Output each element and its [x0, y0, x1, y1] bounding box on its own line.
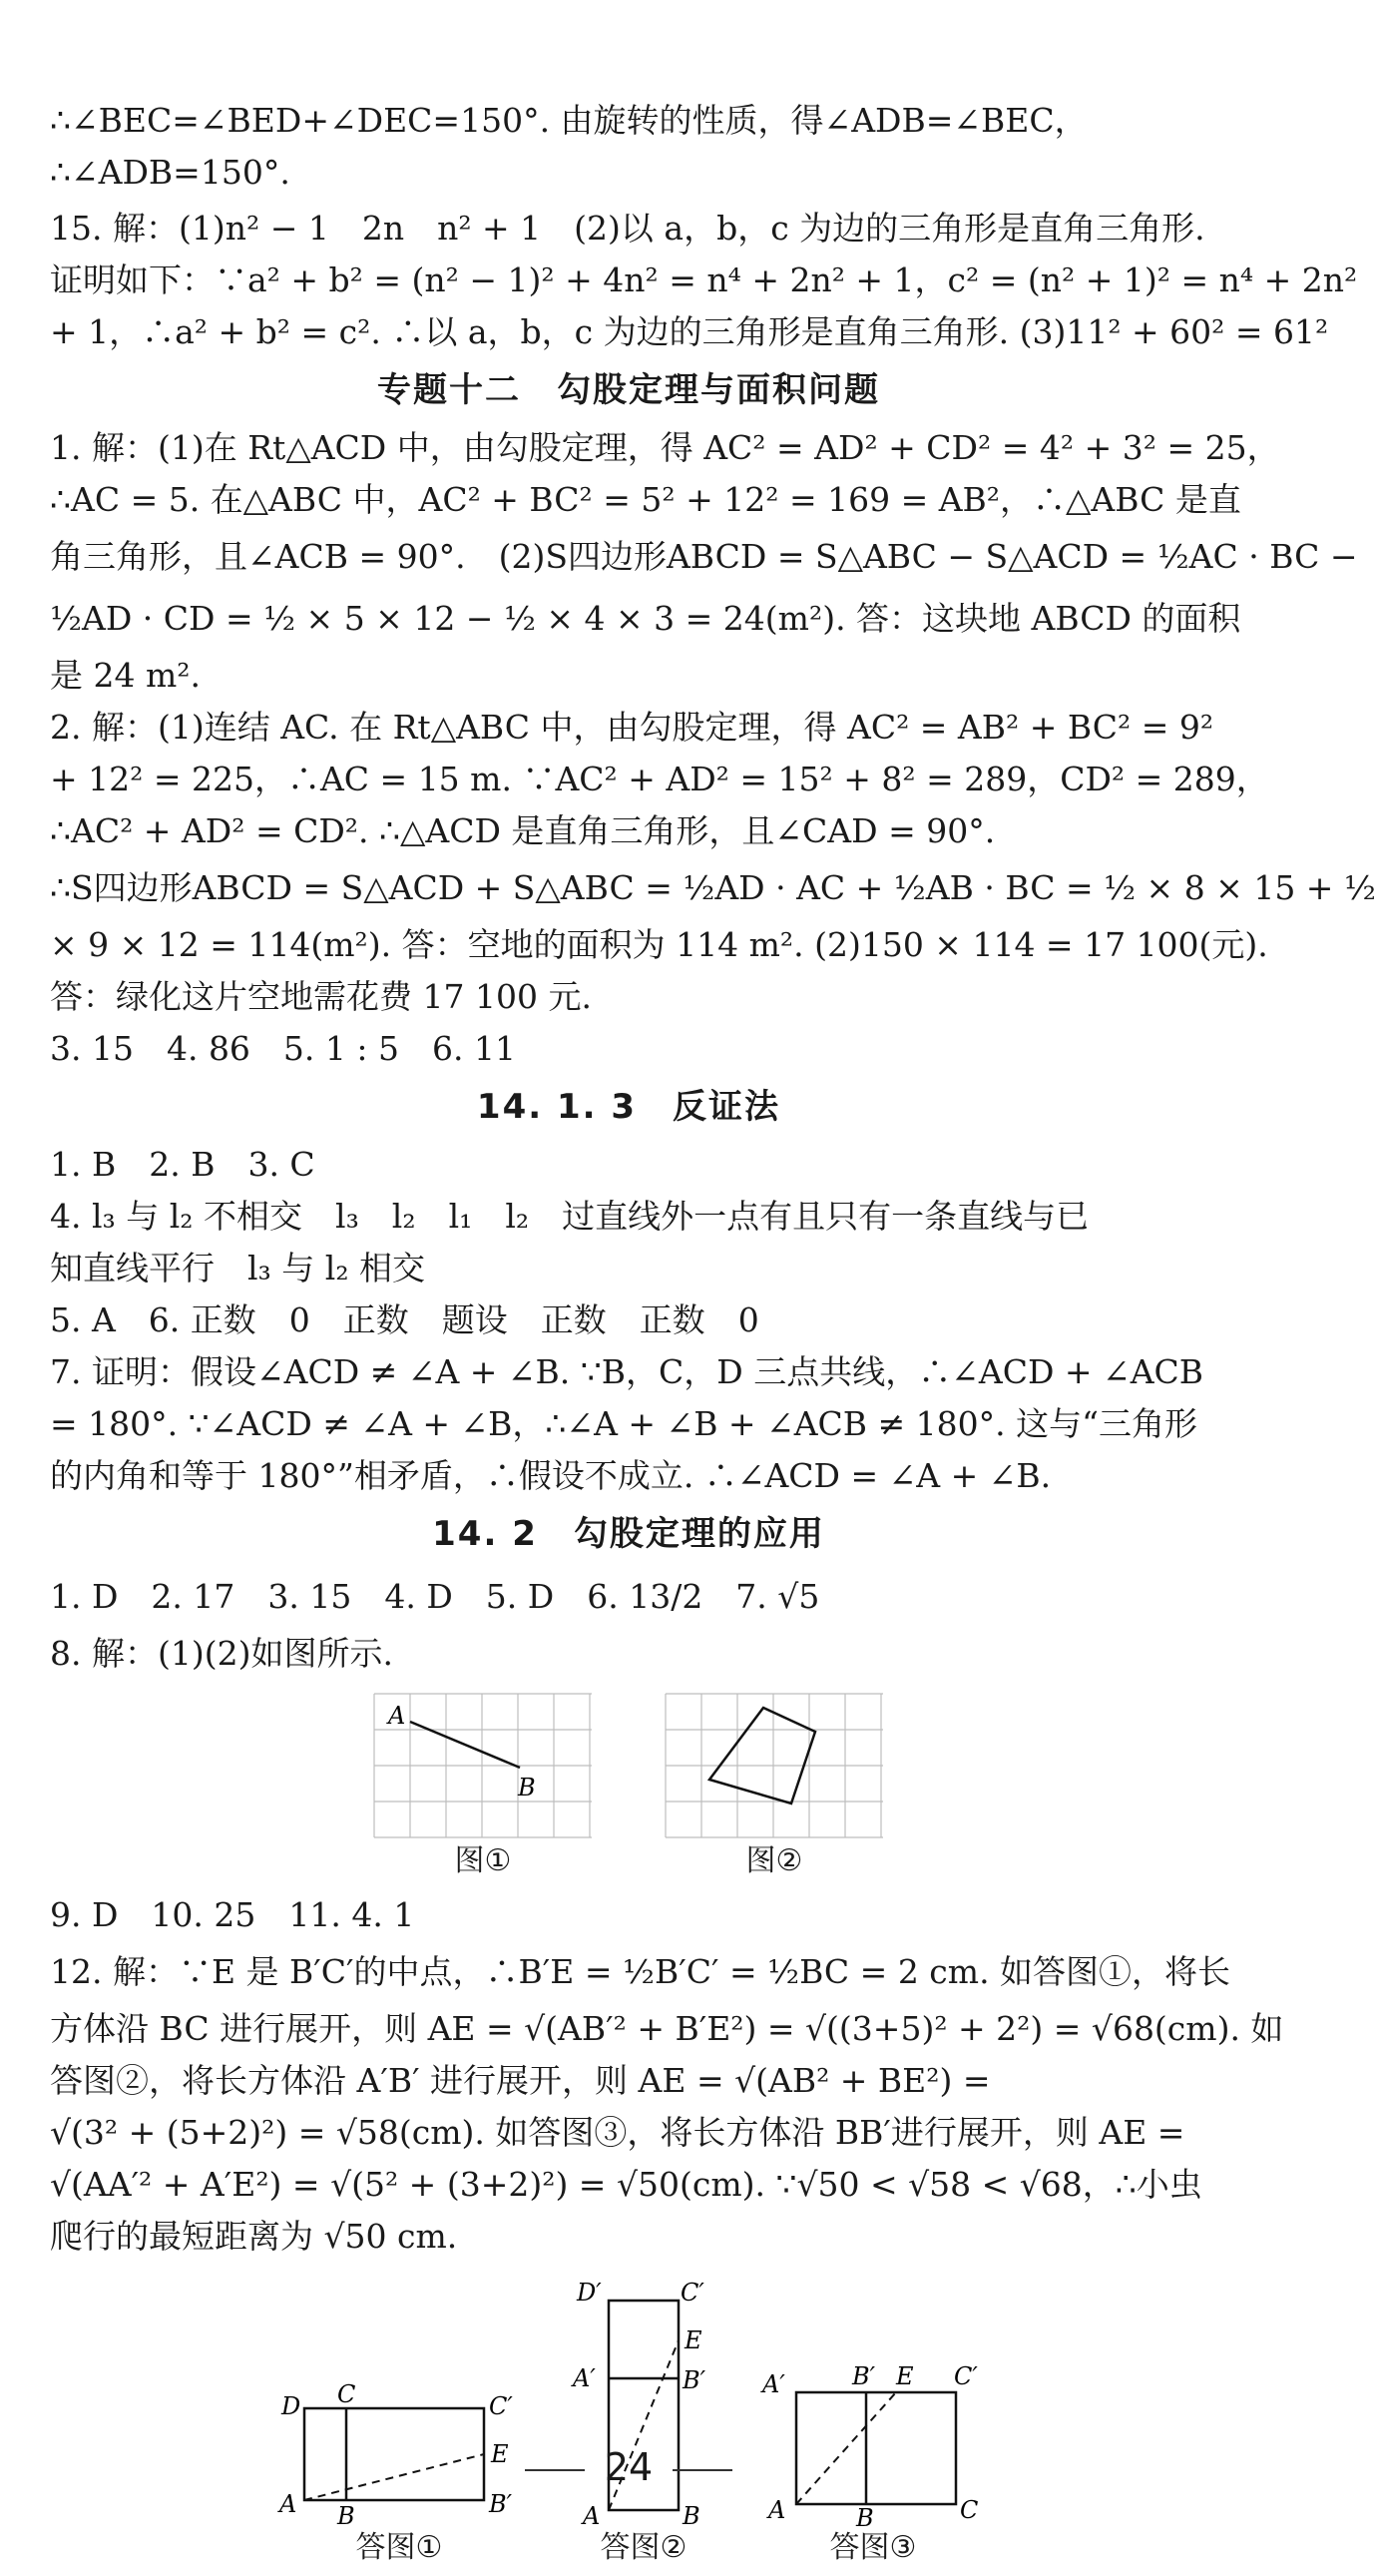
text-line: ∴∠ADB=150°.: [50, 153, 290, 192]
section-title-14-2: 14. 2 勾股定理的应用: [432, 1514, 825, 1554]
text-line: 答：绿化这片空地需花费 17 100 元.: [50, 977, 592, 1016]
label-e: E: [491, 2440, 509, 2468]
text-line: 5. A 6. 正数 0 正数 题设 正数 正数 0: [50, 1300, 759, 1339]
text-line: ∴S四边形ABCD = S△ACD + S△ABC = ½AD · AC + ½AB · BC = ½ × 8 × 15 + ½: [50, 868, 1376, 907]
grid-figure-1: [372, 1692, 594, 1841]
square-shape: [709, 1708, 815, 1803]
text-line: 爬行的最短距离为 √50 cm.: [50, 2217, 458, 2256]
label-b-prime: B′: [489, 2490, 513, 2518]
text-line: 12. 解：∵E 是 B′C′的中点，∴B′E = ½B′C′ = ½BC = 2 cm. 如答图①，将长: [50, 1952, 1231, 1991]
answer-figure-3-caption: 答图③: [829, 2530, 917, 2565]
text-line: 1. D 2. 17 3. 15 4. D 5. D 6. 13/2 7. √5: [50, 1577, 820, 1616]
answer-figure-2: [569, 2279, 718, 2568]
text-line: ½AD · CD = ½ × 5 × 12 − ½ × 4 × 3 = 24(m²). 答：这块地 ABCD 的面积: [50, 599, 1241, 638]
answer-diagram-2: [569, 2279, 718, 2528]
page-number-dash-left: [525, 2469, 585, 2471]
label-d-prime: D′: [577, 2279, 602, 2307]
label-b-prime: B′: [852, 2362, 876, 2390]
text-line: 7. 证明：假设∠ACD ≠ ∠A + ∠B. ∵B，C，D 三点共线，∴∠ACD + ∠ACB: [50, 1352, 1204, 1391]
text-line: 的内角和等于 180°”相矛盾，∴假设不成立. ∴∠ACD = ∠A + ∠B.: [50, 1456, 1052, 1495]
label-b: B: [683, 2502, 700, 2530]
label-a-prime: A′: [573, 2364, 596, 2392]
text-line: 1. B 2. B 3. C: [50, 1145, 315, 1184]
page-number-dash-right: [673, 2469, 732, 2471]
text-line: ∴AC = 5. 在△ABC 中，AC² + BC² = 5² + 12² = 169 = AB²，∴△ABC 是直: [50, 480, 1241, 519]
label-a: A: [279, 2490, 297, 2518]
figure-2-caption: 图②: [745, 1843, 803, 1878]
text-line: + 12² = 225，∴AC = 15 m. ∵AC² + AD² = 15² + 8² = 289，CD² = 289，: [50, 760, 1269, 798]
label-b: B: [856, 2504, 874, 2532]
point-b-label: B: [518, 1774, 536, 1802]
section-title-12: 专题十二 勾股定理与面积问题: [377, 370, 880, 410]
point-a-label: A: [388, 1702, 406, 1730]
page-number-value: 24: [604, 2445, 654, 2489]
answer-figures: [50, 2279, 1207, 2568]
label-a: A: [768, 2496, 786, 2524]
text-line: 9. D 10. 25 11. 4. 1: [50, 1895, 415, 1934]
page-number: [0, 2445, 1257, 2489]
text-line: ∴AC² + AD² = CD². ∴△ACD 是直角三角形，且∠CAD = 90°.: [50, 811, 996, 850]
text-line: 方体沿 BC 进行展开，则 AE = √(AB′² + B′E²) = √((3+5)² + 2²) = √68(cm). 如: [50, 2009, 1284, 2048]
grid-figure-2: [664, 1692, 885, 1841]
figure-1: [372, 1692, 594, 1881]
text-line: 是 24 m².: [50, 656, 201, 695]
text-line: 角三角形，且∠ACB = 90°. (2)S四边形ABCD = S△ABC − S△ACD = ½AC · BC −: [50, 537, 1358, 576]
text-line: 知直线平行 l₃ 与 l₂ 相交: [50, 1249, 426, 1288]
label-b: B: [337, 2502, 355, 2530]
label-c-prime: C′: [681, 2279, 704, 2307]
figure-1-caption: 图①: [454, 1843, 512, 1878]
answer-figure-1-caption: 答图①: [355, 2530, 443, 2565]
answer-page: [50, 95, 1376, 2576]
segment-ab: [410, 1722, 520, 1768]
text-line: 3. 15 4. 86 5. 1 : 5 6. 11: [50, 1029, 516, 1068]
label-b-prime: B′: [683, 2366, 706, 2394]
label-c-prime: C′: [954, 2362, 978, 2390]
label-c: C: [337, 2380, 356, 2408]
text-line: 15. 解：(1)n² − 1 2n n² + 1 (2)以 a，b，c 为边的三角形是直角三角形.: [50, 209, 1205, 248]
text-line: + 1，∴a² + b² = c². ∴以 a，b，c 为边的三角形是直角三角形. (3)11² + 60² = 61²: [50, 312, 1329, 351]
text-line: 8. 解：(1)(2)如图所示.: [50, 1634, 393, 1673]
label-e: E: [685, 2326, 702, 2354]
answer-diagram-3: [758, 2358, 988, 2532]
label-e: E: [896, 2362, 914, 2390]
label-c-prime: C′: [489, 2392, 513, 2420]
text-line: 2. 解：(1)连结 AC. 在 Rt△ABC 中，由勾股定理，得 AC² = AB² + BC² = 9²: [50, 708, 1214, 747]
text-line: 答图②，将长方体沿 A′B′ 进行展开，则 AE = √(AB² + BE²) =: [50, 2061, 991, 2100]
text-line: 证明如下：∵a² + b² = (n² − 1)² + 4n² = n⁴ + 2n² + 1，c² = (n² + 1)² = n⁴ + 2n²: [50, 260, 1358, 299]
answer-figure-2-caption: 答图②: [600, 2530, 688, 2565]
text-line: ∴∠BEC=∠BED+∠DEC=150°. 由旋转的性质，得∠ADB=∠BEC，: [50, 101, 1088, 140]
text-line: √(AA′² + A′E²) = √(5² + (3+2)²) = √50(cm). ∵√50 < √58 < √68，∴小虫: [50, 2165, 1202, 2204]
label-a: A: [583, 2502, 601, 2530]
label-c: C: [960, 2496, 979, 2524]
text-line: 4. l₃ 与 l₂ 不相交 l₃ l₂ l₁ l₂ 过直线外一点有且只有一条直线与已: [50, 1197, 1090, 1236]
label-a-prime: A′: [762, 2370, 785, 2398]
text-line: × 9 × 12 = 114(m²). 答：空地的面积为 114 m². (2)150 × 114 = 17 100(元).: [50, 925, 1268, 964]
grid-figures: [50, 1692, 1207, 1881]
section-title-14-1-3: 14. 1. 3 反证法: [476, 1087, 781, 1127]
label-d: D: [281, 2392, 301, 2420]
text-line: 1. 解：(1)在 Rt△ACD 中，由勾股定理，得 AC² = AD² + CD² = 4² + 3² = 25，: [50, 428, 1280, 467]
figure-2: [664, 1692, 885, 1881]
text-line: = 180°. ∵∠ACD ≠ ∠A + ∠B，∴∠A + ∠B + ∠ACB ≠ 180°. 这与“三角形: [50, 1404, 1198, 1443]
text-line: √(3² + (5+2)²) = √58(cm). 如答图③，将长方体沿 BB′进行展开，则 AE =: [50, 2113, 1185, 2152]
